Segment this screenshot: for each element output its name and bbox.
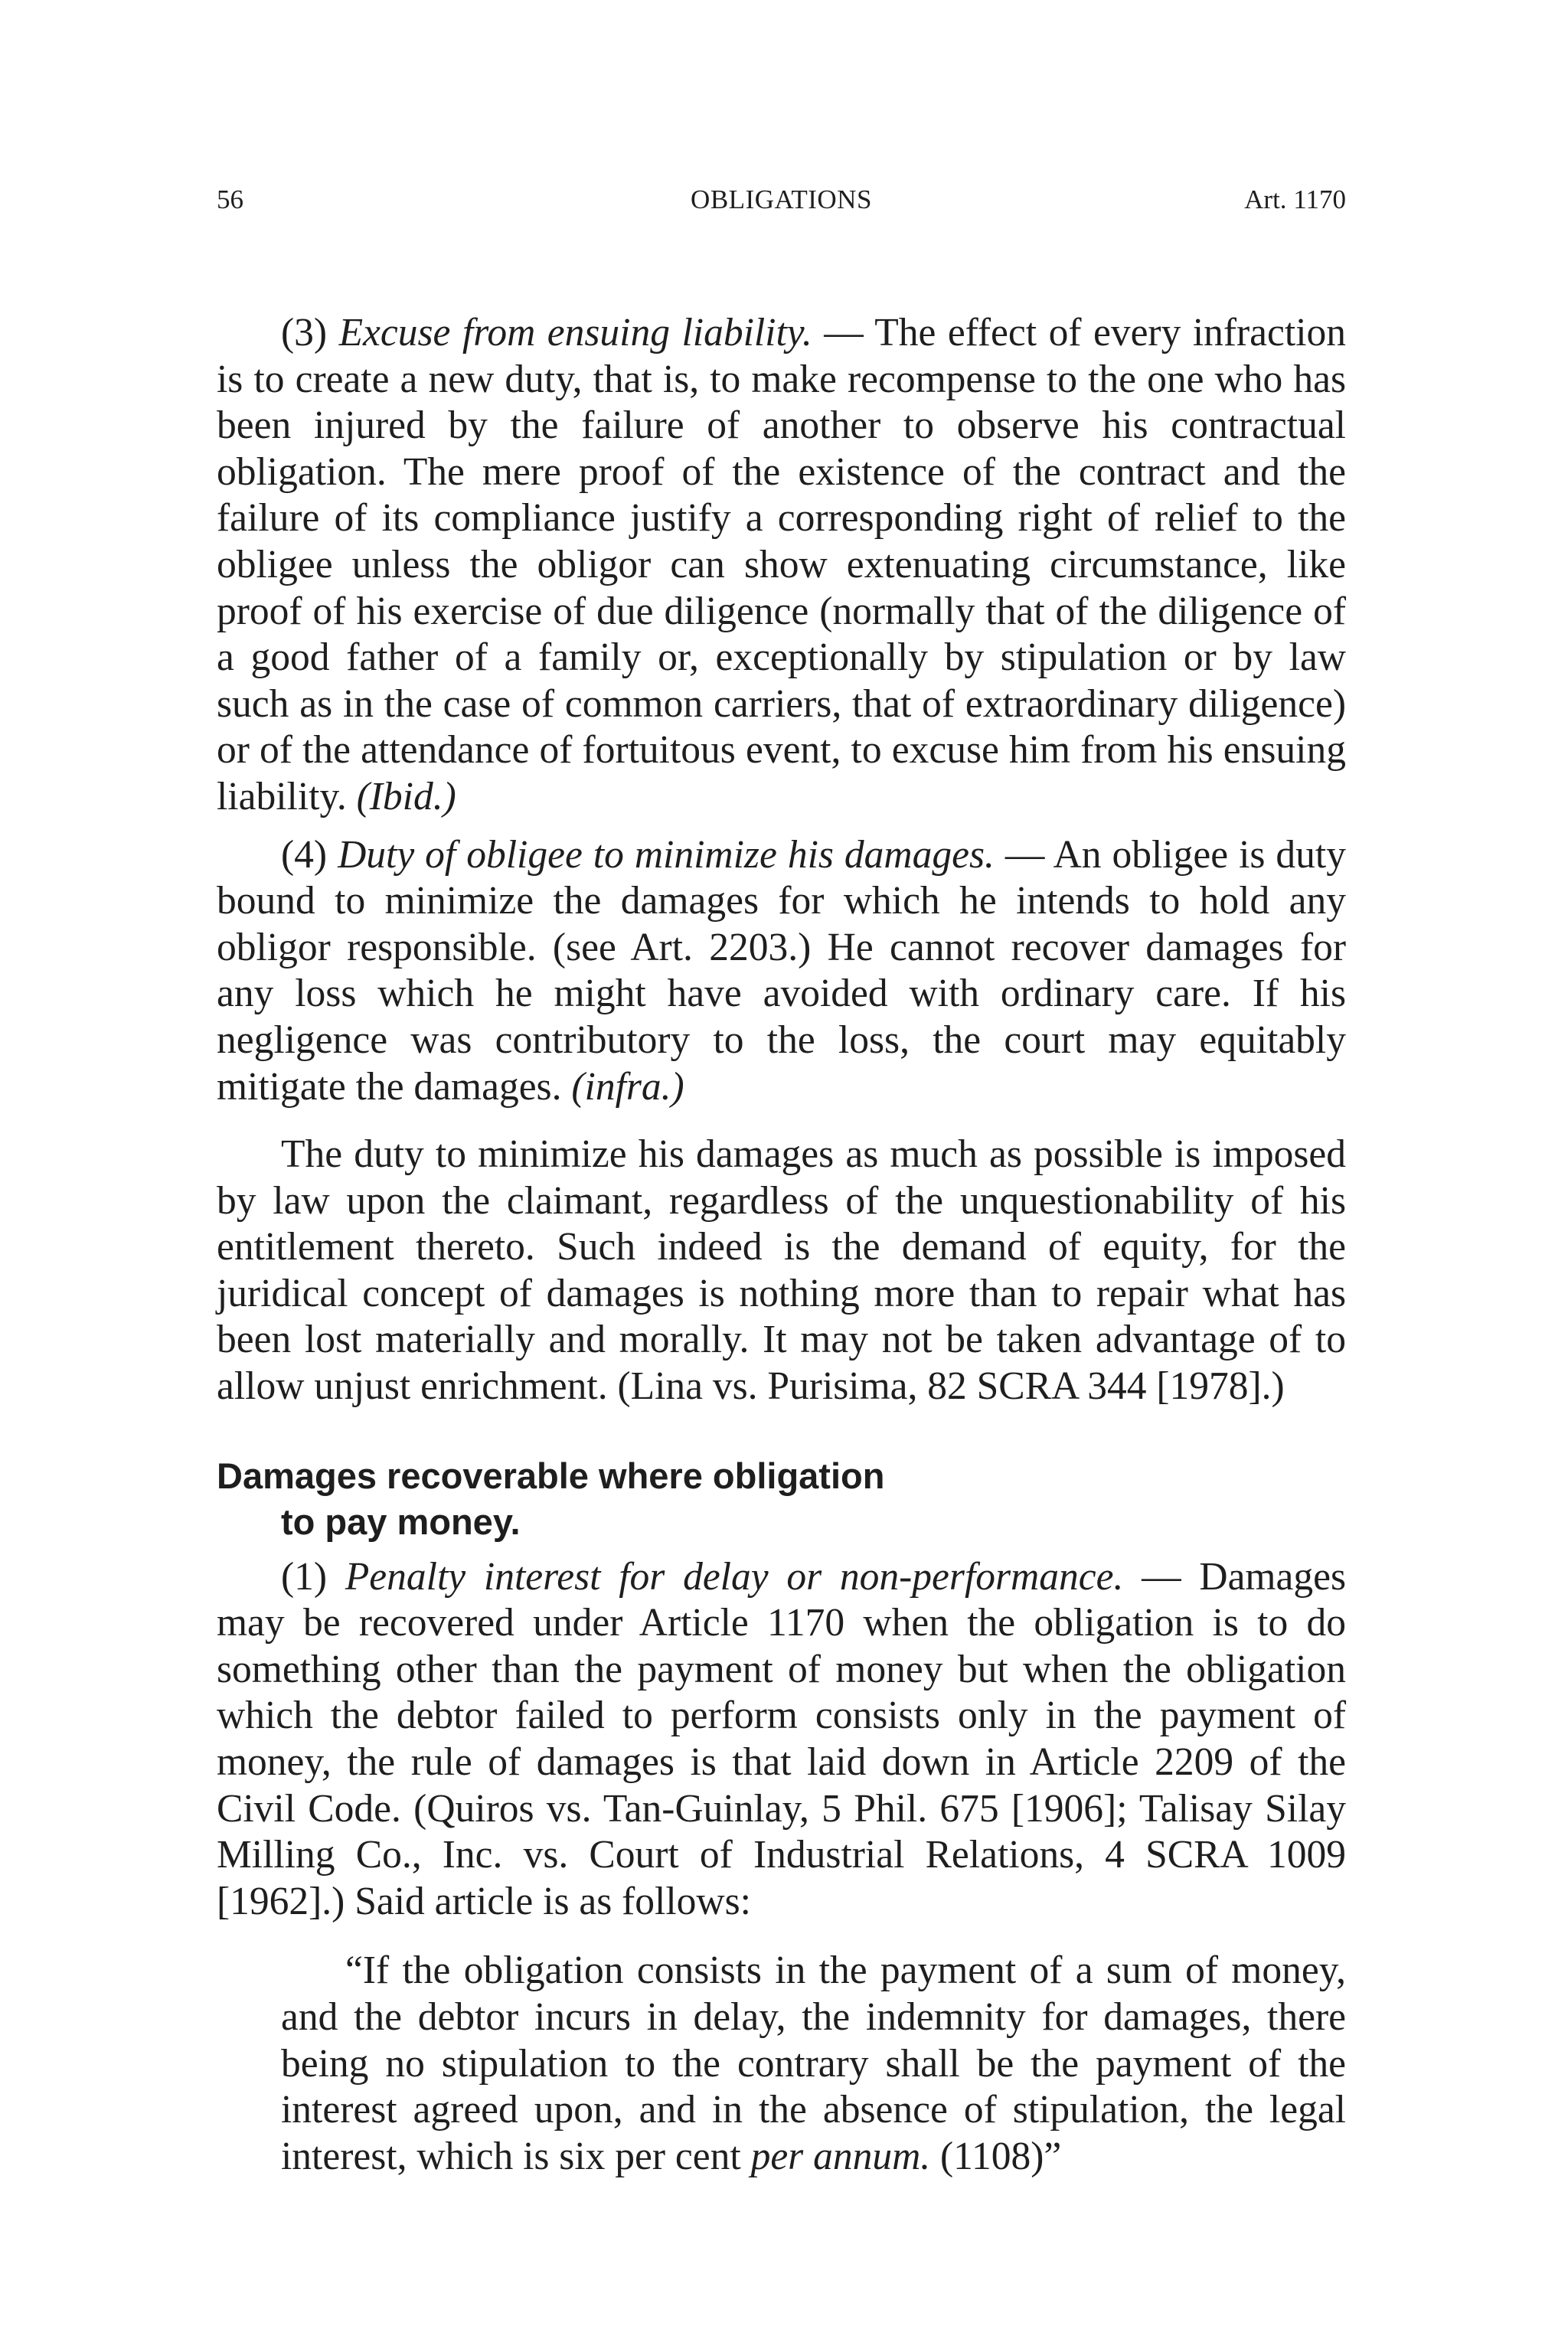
paragraph-text: An obligee is duty bound to minimize the damages for which he intends to hold any obligor responsible. (see Art. 2203.) He cannot recover damages for any loss which he might have avoided with ordinary care. If his negligence was contributory to the loss, the court may equitably mitigate the damages. — [217, 832, 1346, 1109]
em-dash: — — [824, 311, 864, 354]
paragraph-duty-to-minimize — [217, 832, 1346, 1111]
item-number: (3) — [281, 311, 328, 354]
citation: (infra.) — [571, 1064, 684, 1109]
page-number: 56 — [217, 185, 243, 214]
section-heading-line-2: to pay money. — [281, 1501, 521, 1542]
paragraph-excuse-from-liability — [217, 310, 1346, 821]
item-number: (4) — [281, 832, 328, 877]
article-reference: Art. 1170 — [1244, 185, 1346, 214]
page-body — [217, 310, 1346, 2180]
paragraph-penalty-interest — [217, 1554, 1346, 1926]
citation: (Ibid.) — [356, 774, 456, 818]
paragraph-duty-discussion: The duty to minimize his damages as much as possible is imposed by law upon the claimant, regardless of the unquestionability of his entitlement thereto. Such indeed is the demand of equity, for the juridical concept of damages is nothing more than to repair what has been lost materially and morally. It may not be taken advantage of to allow unjust enrichment. (Lina vs. Purisima, 82 SCRA 344 [1978].) — [217, 1132, 1346, 1409]
quote-source: (1108)” — [940, 2134, 1062, 2178]
latin-term: per annum. — [750, 2134, 931, 2178]
paragraph-text: Damages may be recovered under Article 1170 when the obligation is to do something other than the payment of money but when the obligation which the debtor failed to perform consists only in the payment of money, the rule of damages is that laid down in Article 2209 of the Civil Code. (Quiros vs. Tan-Guinlay, 5 Phil. 675 [1906]; Talisay Silay Milling Co., Inc. vs. Court of Industrial Relations, 4 SCRA 1009 [1962].) Said article is as follows: — [217, 1554, 1346, 1923]
running-head — [217, 181, 1346, 219]
item-number: (1) — [281, 1554, 328, 1599]
item-heading: Duty of obligee to minimize his damages. — [338, 832, 995, 877]
quote-text — [281, 1948, 1346, 2180]
em-dash: — — [1142, 1554, 1181, 1599]
paragraph-text: The effect of every infraction is to create a new duty, that is, to make recompense to the one who has been injured by the failure of another to observe his contractual obligation. The mere proof of the existence of the contract and the failure of its compliance justify a corresponding right of relief to the obligee unless the obligor can show extenuating circumstance, like proof of his exercise of due diligence (normally that of the diligence of a good father of a family or, exceptionally by stipulation or by law such as in the case of common carriers, that of extraordinary diligence) or of the attendance of fortuitous event, to excuse him from his ensuing liability. — [217, 311, 1347, 818]
section-heading — [217, 1453, 1346, 1545]
block-quote-article-2209 — [281, 1948, 1346, 2180]
quote-body: “If the obligation consists in the payment of a sum of money, and the debtor incurs in delay, the indemnity for damages, there being no stipulation to the contrary shall be the payment of the interest agreed upon, and in the absence of stipulation, the legal interest, which is six per cent — [281, 1949, 1346, 2178]
item-heading: Penalty interest for delay or non-performance. — [345, 1554, 1124, 1599]
section-heading-line-1: Damages recoverable where obligation — [217, 1455, 885, 1496]
item-heading: Excuse from ensuing liability. — [338, 311, 812, 354]
em-dash: — — [1004, 832, 1045, 877]
running-title: OBLIGATIONS — [691, 185, 872, 214]
